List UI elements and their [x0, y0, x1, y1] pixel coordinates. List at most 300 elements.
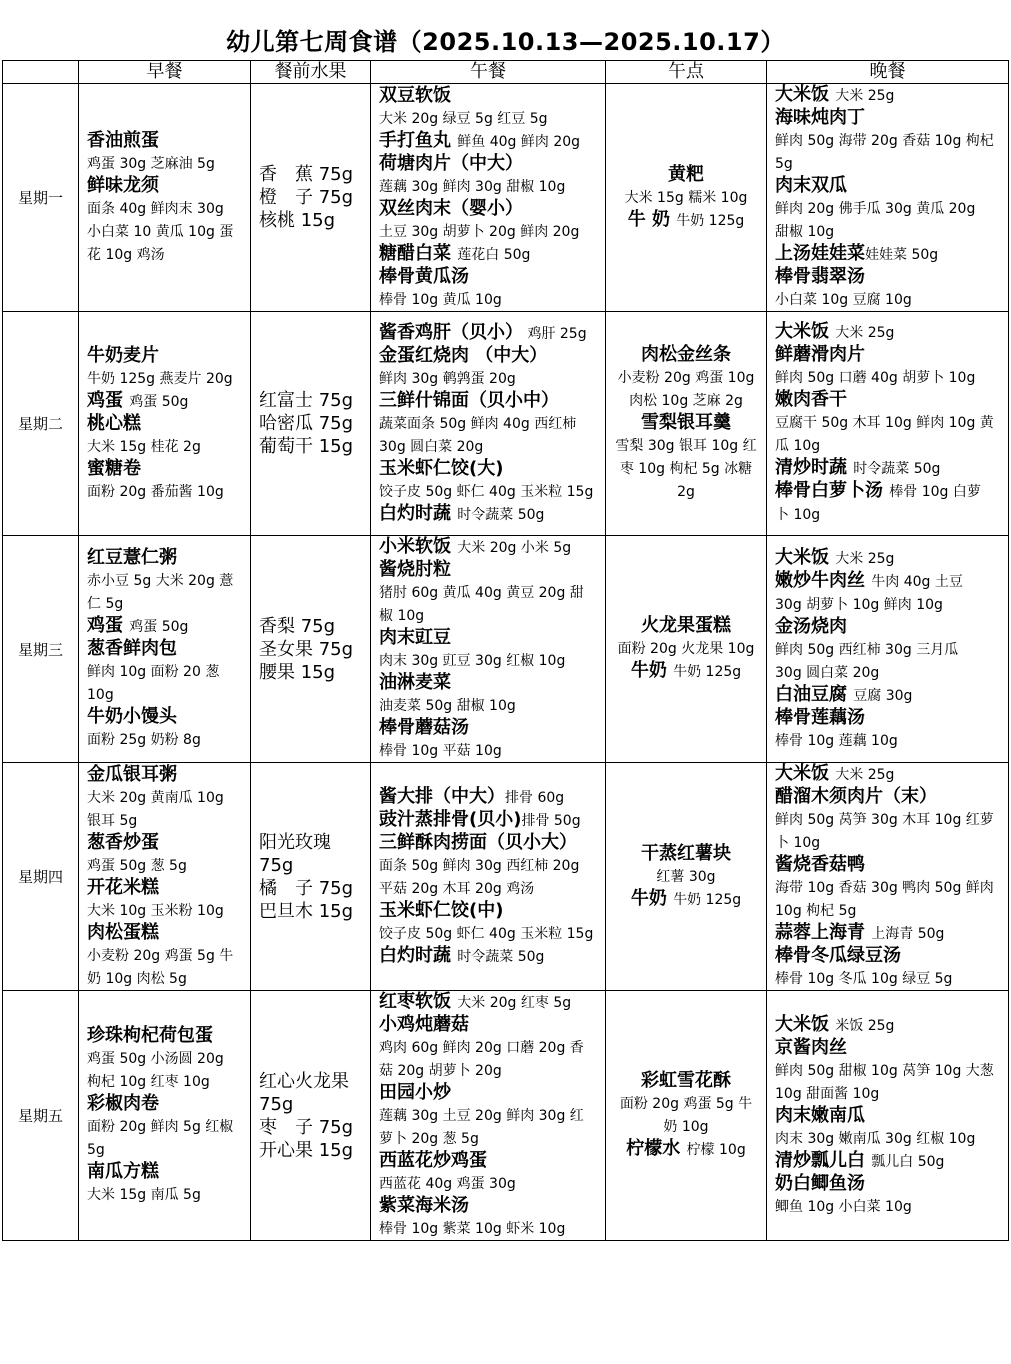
- menu-line: [775, 1195, 1000, 1218]
- menu-line: [775, 288, 1000, 311]
- snack-cell: [606, 312, 767, 536]
- fruit-cell: [251, 763, 371, 991]
- dish-name: 紫菜海米汤: [379, 1195, 469, 1216]
- dish-name: 肉松金丝条: [641, 344, 731, 365]
- breakfast-cell: [79, 312, 251, 536]
- dish-name: 玉米虾仁饺(大): [379, 457, 504, 479]
- menu-line: [775, 266, 1000, 288]
- menu-line: [775, 1173, 1000, 1195]
- dish-name: 白油豆腐: [775, 683, 854, 705]
- dish-name: 上汤娃娃菜: [775, 243, 865, 264]
- ingredient-text: 棒骨 10g 白萝: [889, 484, 981, 500]
- breakfast-cell: [79, 763, 251, 991]
- ingredient-text: 豆腐 30g: [853, 687, 913, 704]
- dish-name: 棒骨白萝卜汤: [775, 480, 890, 501]
- lunch-cell-content: [379, 536, 597, 762]
- menu-line: [379, 877, 597, 900]
- menu-line: [87, 435, 242, 458]
- ingredient-text: 时令蔬菜 50g: [457, 948, 545, 965]
- menu-line: [614, 1092, 758, 1115]
- dinner-cell-content: [775, 84, 1000, 311]
- dish-name: 油淋麦菜: [379, 672, 451, 693]
- header-lunch: 午餐: [371, 61, 606, 84]
- menu-line: [775, 707, 1000, 729]
- fruit-cell-content: [259, 389, 362, 458]
- menu-line: [775, 480, 1000, 503]
- snack-cell-content: [614, 344, 758, 503]
- menu-line: [379, 786, 597, 809]
- ingredient-text: 海带 10g 香菇 30g 鸭肉 50g 鲜肉: [775, 880, 994, 896]
- menu-line: [379, 130, 597, 153]
- ingredient-text: 椒 10g: [379, 608, 425, 624]
- ingredient-text: 瓜 10g: [775, 438, 821, 454]
- menu-line: [87, 175, 242, 197]
- dish-name: 牛奶小馒头: [87, 706, 177, 727]
- ingredient-text: 排骨 60g: [505, 789, 565, 806]
- day-label: 星期五: [3, 991, 79, 1241]
- dish-name: 干蒸红薯块: [641, 842, 731, 864]
- fruit-item: 圣女果 75g: [259, 638, 354, 660]
- ingredient-text: 排骨 50g: [521, 812, 581, 829]
- ingredient-text: 鲜肉 50g 西红柿 30g 三月瓜: [775, 641, 959, 658]
- ingredient-text: 大米 10g 玉米粉 10g: [87, 902, 224, 919]
- ingredient-text: 棒骨 10g 莲藕 10g: [775, 732, 898, 749]
- day-label: 星期三: [3, 536, 79, 763]
- dish-name: 肉末豇豆: [379, 627, 451, 648]
- menu-line: [379, 900, 597, 922]
- menu-line: [614, 660, 758, 683]
- dish-name: 鸡蛋: [87, 615, 130, 636]
- ingredient-text: 枸杞 10g 红枣 10g: [87, 1074, 210, 1090]
- ingredient-text: 枣 10g 枸杞 5g 冰糖: [619, 461, 753, 477]
- fruit-cell-content: [259, 163, 362, 232]
- ingredient-text: 米饭 25g: [835, 1017, 895, 1034]
- ingredient-text: 10g 枸杞 5g: [775, 903, 857, 919]
- dish-name: 嫩炒牛肉丝: [775, 569, 872, 591]
- menu-line: [614, 344, 758, 366]
- dish-name: 棒骨冬瓜绿豆汤: [775, 945, 901, 966]
- fruit-item: 红富士 75g: [259, 390, 354, 411]
- menu-line: [614, 434, 758, 457]
- ingredient-text: 花 10g 鸡汤: [87, 246, 165, 263]
- menu-line: [775, 457, 1000, 480]
- dish-name: 肉末双瓜: [775, 175, 847, 196]
- ingredient-text: 甜椒 10g: [775, 224, 835, 240]
- menu-line: [379, 1082, 597, 1104]
- menu-line: [87, 832, 242, 854]
- menu-line: [775, 876, 1000, 899]
- fruit-item: 75g: [259, 854, 294, 876]
- menu-line: [379, 412, 597, 435]
- dish-name: 葱香炒蛋: [87, 831, 159, 853]
- fruit-item: 阳光玫瑰: [259, 831, 331, 853]
- dish-name: 开花米糕: [87, 876, 159, 898]
- menu-line: [775, 1127, 1000, 1150]
- dish-name: 田园小炒: [379, 1082, 451, 1103]
- fruit-item: 巴旦木 15g: [259, 900, 354, 922]
- dinner-cell-content: [775, 1014, 1000, 1218]
- dish-name: 柠檬水: [626, 1138, 687, 1159]
- header-snack: 午点: [606, 61, 767, 84]
- menu-line: [379, 1014, 597, 1036]
- ingredient-text: 面条 50g 鲜肉 30g 西红柿 20g: [379, 857, 580, 874]
- ingredient-text: 鲜肉 50g 莴笋 30g 木耳 10g 红萝: [775, 812, 994, 828]
- menu-line: [379, 945, 597, 968]
- menu-line: [379, 345, 597, 367]
- menu-line: [775, 570, 1000, 593]
- ingredient-text: 面粉 20g 火龙果 10g: [617, 641, 755, 657]
- dish-name: 小米软饭: [379, 536, 458, 557]
- dish-name: 荷塘肉片（中大）: [379, 152, 523, 174]
- dish-name: 西蓝花炒鸡蛋: [379, 1150, 487, 1171]
- ingredient-text: 面粉 25g 奶粉 8g: [87, 732, 201, 748]
- dish-name: 肉末嫩南瓜: [775, 1104, 865, 1126]
- ingredient-text: 鸡肉 60g 鲜肉 20g 口蘑 20g 香: [379, 1040, 584, 1056]
- menu-line: [775, 616, 1000, 638]
- dish-name: 桃心糕: [87, 412, 141, 434]
- dish-name: 金蛋红烧肉 （中大）: [379, 344, 548, 366]
- dish-name: 红枣软饭: [379, 991, 458, 1012]
- ingredient-text: 大米 20g 小米 5g: [457, 540, 572, 556]
- menu-line: [775, 107, 1000, 129]
- menu-line: [379, 991, 597, 1014]
- ingredient-text: 银耳 5g: [87, 812, 138, 829]
- breakfast-cell: [79, 84, 251, 312]
- ingredient-text: 鸡蛋 50g 小汤圆 20g: [87, 1051, 224, 1067]
- menu-line: [775, 129, 1000, 152]
- menu-line: [87, 458, 242, 480]
- menu-line: [87, 1093, 242, 1115]
- fruit-cell-content: [259, 1070, 362, 1162]
- menu-line: [379, 1127, 597, 1150]
- menu-line: [379, 604, 597, 627]
- dish-name: 豉汁蒸排骨(贝小): [379, 808, 522, 830]
- ingredient-text: 鲜肉 20g 佛手瓜 30g 黄瓜 20g: [775, 201, 976, 217]
- dish-name: 奶白鲫鱼汤: [775, 1172, 865, 1194]
- snack-cell-content: [614, 1070, 758, 1161]
- ingredient-text: 牛奶 125g: [673, 664, 742, 680]
- menu-line: [775, 175, 1000, 197]
- dish-name: 棒骨蘑菇汤: [379, 717, 469, 738]
- dish-name: 白灼时蔬: [379, 944, 458, 966]
- menu-line: [87, 809, 242, 832]
- fruit-item: 橘 子 75g: [259, 877, 354, 899]
- ingredient-text: 面粉 20g 鲜肉 5g 红椒: [87, 1119, 234, 1135]
- menu-line: [379, 854, 597, 877]
- ingredient-text: 棒骨 10g 平菇 10g: [379, 743, 502, 759]
- ingredient-text: 莲藕 30g 土豆 20g 鲜肉 30g 红: [379, 1108, 584, 1124]
- menu-line: [379, 288, 597, 311]
- menu-line: [87, 345, 242, 367]
- breakfast-cell-content: [87, 764, 242, 990]
- page-title: 幼儿第七周食谱（2025.10.13—2025.10.17）: [226, 28, 785, 56]
- snack-cell: [606, 536, 767, 763]
- menu-line: [87, 243, 242, 266]
- ingredient-text: 大米 15g 糯米 10g: [624, 189, 748, 206]
- fruit-item: 橙 子 75g: [259, 187, 354, 208]
- menu-line: [379, 266, 597, 288]
- breakfast-cell: [79, 536, 251, 763]
- menu-line: [614, 865, 758, 888]
- dinner-cell: [767, 991, 1009, 1241]
- dish-name: 玉米虾仁饺(中): [379, 899, 504, 921]
- menu-line: [87, 569, 242, 592]
- lunch-cell: [371, 84, 606, 312]
- ingredient-text: 鸡肝 25g: [523, 325, 587, 342]
- menu-line: [87, 547, 242, 569]
- menu-line: [775, 1105, 1000, 1127]
- ingredient-text: 大米 25g: [835, 325, 895, 341]
- ingredient-text: 柠檬 10g: [686, 1142, 746, 1158]
- menu-line: [379, 1195, 597, 1217]
- menu-line: [775, 84, 1000, 107]
- dish-name: 肉松蛋糕: [87, 921, 159, 943]
- dish-name: 火龙果蛋糕: [641, 615, 731, 636]
- fruit-cell-content: [259, 831, 362, 923]
- dish-name: 牛奶麦片: [87, 344, 159, 366]
- ingredient-text: 牛奶 125g: [673, 891, 742, 908]
- dish-name: 黄粑: [668, 163, 704, 185]
- menu-line: [87, 615, 242, 638]
- menu-line: [775, 808, 1000, 831]
- ingredient-text: 鸡蛋 50g: [129, 393, 189, 410]
- ingredient-text: 萝卜 20g 葱 5g: [379, 1131, 479, 1147]
- header-fruit: 餐前水果: [251, 61, 371, 84]
- header-breakfast: 早餐: [79, 61, 251, 84]
- breakfast-cell-content: [87, 130, 242, 266]
- menu-line: [775, 1082, 1000, 1105]
- dish-name: 葱香鲜肉包: [87, 638, 177, 659]
- ingredient-text: 时令蔬菜 50g: [853, 461, 941, 477]
- dish-name: 鲜味龙须: [87, 174, 159, 196]
- ingredient-text: 时令蔬菜 50g: [457, 506, 545, 523]
- menu-line: [775, 763, 1000, 786]
- menu-line: [775, 152, 1000, 175]
- dinner-cell-content: [775, 321, 1000, 526]
- menu-line: [775, 922, 1000, 945]
- dish-name: 酱烧香菇鸭: [775, 854, 865, 875]
- dinner-cell: [767, 536, 1009, 763]
- dish-name: 鸡蛋: [87, 389, 130, 411]
- snack-cell: [606, 763, 767, 991]
- header-row: [3, 61, 1009, 84]
- fruit-cell: [251, 312, 371, 536]
- ingredient-text: 上海青 50g: [871, 926, 945, 942]
- menu-line: [87, 592, 242, 615]
- day-row: [3, 536, 1009, 763]
- menu-line: [379, 220, 597, 243]
- menu-line: [379, 649, 597, 672]
- dish-name: 海味炖肉丁: [775, 107, 865, 128]
- header-corner: [3, 61, 79, 84]
- ingredient-text: 肉末 30g 嫩南瓜 30g 红椒 10g: [775, 1130, 976, 1147]
- fruit-item: 葡萄干 15g: [259, 436, 354, 457]
- ingredient-text: 鸡蛋 50g 葱 5g: [87, 857, 187, 874]
- ingredient-text: 娃娃菜 50g: [865, 247, 939, 263]
- dish-name: 彩椒肉卷: [87, 1093, 159, 1114]
- menu-line: [614, 1070, 758, 1092]
- fruit-item: 香 蕉 75g: [259, 164, 354, 185]
- ingredient-text: 牛肉 40g 土豆: [871, 573, 963, 590]
- breakfast-cell-content: [87, 1025, 242, 1206]
- ingredient-text: 小麦粉 20g 鸡蛋 10g: [617, 370, 755, 386]
- menu-line: [87, 764, 242, 786]
- menu-line: [614, 366, 758, 389]
- menu-line: [775, 1150, 1000, 1173]
- menu-line: [379, 243, 597, 266]
- dish-name: 鲜蘑滑肉片: [775, 344, 865, 365]
- menu-line: [379, 435, 597, 458]
- menu-line: [379, 85, 597, 107]
- menu-line: [775, 344, 1000, 366]
- menu-line: [775, 243, 1000, 266]
- ingredient-text: 红薯 30g: [656, 868, 716, 885]
- ingredient-text: 大米 20g 黄南瓜 10g: [87, 789, 224, 806]
- ingredient-text: 2g: [677, 484, 695, 500]
- dish-name: 酱大排（中大）: [379, 785, 505, 807]
- breakfast-cell: [79, 991, 251, 1241]
- ingredient-text: 莲藕 30g 鲜肉 30g 甜椒 10g: [379, 178, 566, 195]
- ingredient-text: 菇 20g 胡萝卜 20g: [379, 1063, 502, 1079]
- ingredient-text: 饺子皮 50g 虾仁 40g 玉米粒 15g: [379, 925, 594, 942]
- menu-line: [614, 164, 758, 186]
- ingredient-text: 大米 25g: [835, 88, 895, 104]
- menu-line: [775, 854, 1000, 876]
- menu-line: [379, 1172, 597, 1195]
- menu-line: [775, 786, 1000, 808]
- ingredient-text: 奶 10g 肉松 5g: [87, 970, 187, 987]
- ingredient-text: 30g 圆白菜 20g: [775, 664, 880, 681]
- dish-name: 嫩肉香干: [775, 389, 847, 410]
- menu-line: [379, 536, 597, 559]
- dish-name: 大米饭: [775, 763, 836, 784]
- menu-line: [379, 390, 597, 412]
- menu-line: [775, 967, 1000, 990]
- ingredient-text: 西蓝花 40g 鸡蛋 30g: [379, 1176, 516, 1192]
- menu-line: [87, 660, 242, 706]
- ingredient-text: 牛奶 125g: [676, 212, 745, 229]
- lunch-cell-content: [379, 786, 597, 968]
- ingredient-text: 鲜鱼 40g 鲜肉 20g: [457, 133, 581, 150]
- snack-cell: [606, 991, 767, 1241]
- menu-line: [87, 1047, 242, 1070]
- ingredient-text: 土豆 30g 胡萝卜 20g 鲜肉 20g: [379, 223, 580, 240]
- fruit-item: 哈密瓜 75g: [259, 413, 354, 434]
- fruit-cell: [251, 991, 371, 1241]
- ingredient-text: 卜 10g: [775, 507, 821, 523]
- ingredient-text: 肉松 10g 芝麻 2g: [629, 393, 743, 409]
- ingredient-text: 小白菜 10 黄瓜 10g 蛋: [87, 223, 234, 240]
- fruit-cell: [251, 84, 371, 312]
- menu-line: [775, 547, 1000, 570]
- menu-line: [614, 186, 758, 209]
- menu-line: [379, 809, 597, 832]
- dish-name: 三鲜什锦面（贝小中）: [379, 389, 559, 411]
- menu-line: [775, 729, 1000, 752]
- fruit-item: 枣 子 75g: [259, 1116, 354, 1138]
- dish-name: 牛奶: [630, 660, 674, 681]
- dish-name: 雪梨银耳羹: [641, 412, 731, 433]
- menu-line: [379, 627, 597, 649]
- menu-line: [87, 367, 242, 390]
- dish-name: 大米饭: [775, 546, 836, 568]
- menu-line: [379, 922, 597, 945]
- menu-line: [614, 389, 758, 412]
- menu-line: [87, 1183, 242, 1206]
- ingredient-text: 30g 圆白菜 20g: [379, 438, 484, 455]
- fruit-item: 75g: [259, 1093, 294, 1115]
- dish-name: 牛 奶: [627, 208, 677, 230]
- ingredient-text: 油麦菜 50g 甜椒 10g: [379, 698, 516, 714]
- menu-line: [87, 220, 242, 243]
- dinner-cell: [767, 84, 1009, 312]
- menu-line: [775, 661, 1000, 684]
- ingredient-text: 雪梨 30g 银耳 10g 红: [615, 438, 757, 454]
- ingredient-text: 卜 10g: [775, 835, 821, 851]
- menu-line: [614, 843, 758, 865]
- menu-table: [2, 60, 1009, 1241]
- dish-name: 棒骨莲藕汤: [775, 706, 865, 728]
- menu-line: [614, 457, 758, 480]
- ingredient-text: 鸡蛋 30g 芝麻油 5g: [87, 155, 215, 172]
- menu-line: [87, 1115, 242, 1138]
- dish-name: 酱烧肘粒: [379, 559, 451, 580]
- menu-line: [87, 706, 242, 728]
- menu-line: [87, 130, 242, 152]
- fruit-cell: [251, 536, 371, 763]
- ingredient-text: 大米 25g: [835, 550, 895, 567]
- menu-line: [775, 321, 1000, 344]
- menu-line: [775, 593, 1000, 616]
- menu-line: [87, 877, 242, 899]
- dinner-cell-content: [775, 763, 1000, 990]
- menu-line: [379, 717, 597, 739]
- ingredient-text: 面粉 20g 鸡蛋 5g 牛: [619, 1096, 753, 1112]
- menu-line: [614, 480, 758, 503]
- snack-cell: [606, 84, 767, 312]
- day-label: 星期四: [3, 763, 79, 991]
- menu-line: [87, 1070, 242, 1093]
- ingredient-text: 5g: [775, 156, 793, 172]
- ingredient-text: 鲜肉 50g 海带 20g 香菇 10g 枸杞: [775, 133, 994, 149]
- dish-name: 金瓜银耳粥: [87, 763, 177, 785]
- menu-line: [87, 728, 242, 751]
- menu-line: [379, 672, 597, 694]
- ingredient-text: 莲花白 50g: [457, 246, 531, 263]
- fruit-item: 核桃 15g: [259, 210, 336, 231]
- ingredient-text: 鲜肉 10g 面粉 20 葱 10g: [87, 664, 220, 703]
- menu-line: [379, 1104, 597, 1127]
- ingredient-text: 30g 胡萝卜 10g 鲜肉 10g: [775, 596, 943, 613]
- ingredient-text: 小白菜 10g 豆腐 10g: [775, 292, 912, 308]
- menu-line: [775, 1014, 1000, 1037]
- ingredient-text: 鲜肉 50g 甜椒 10g 莴笋 10g 大葱: [775, 1062, 994, 1079]
- day-row: [3, 312, 1009, 536]
- ingredient-text: 大米 20g 绿豆 5g 红豆 5g: [379, 110, 548, 127]
- menu-line: [87, 152, 242, 175]
- dish-name: 糖醋白菜: [379, 242, 458, 264]
- dish-name: 珍珠枸杞荷包蛋: [87, 1025, 213, 1046]
- dinner-cell: [767, 763, 1009, 991]
- dish-name: 清炒瓢儿白: [775, 1149, 872, 1171]
- lunch-cell: [371, 763, 606, 991]
- menu-line: [379, 1036, 597, 1059]
- lunch-cell: [371, 312, 606, 536]
- dish-name: 棒骨翡翠汤: [775, 266, 865, 287]
- dinner-cell: [767, 312, 1009, 536]
- menu-line: [379, 153, 597, 175]
- day-row: [3, 991, 1009, 1241]
